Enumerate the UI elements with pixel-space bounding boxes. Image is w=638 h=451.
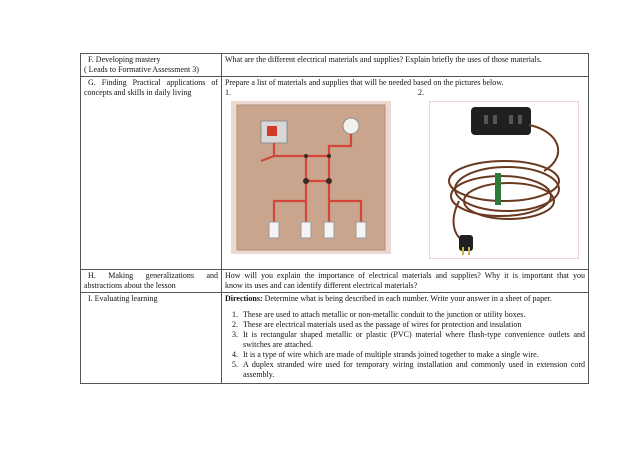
directions-label: Directions: <box>225 294 263 303</box>
row-f-content: What are the different electrical materials and supplies? Explain briefly the uses of those materials. <box>225 55 542 64</box>
picture-number-2: 2. <box>418 88 424 97</box>
row-g-label-line1: G. Finding Practical applications of <box>88 78 218 87</box>
row-practical-applications <box>81 77 589 270</box>
row-h-label-cell <box>81 270 222 293</box>
wiring-board-photo <box>231 101 391 254</box>
row-h-content-line2: know its uses and can identify different electrical materials? <box>225 281 418 290</box>
row-h-content-line1: How will you explain the importance of electrical materials and supplies? Why it is important that you <box>225 271 585 280</box>
row-f-label-cell <box>81 54 222 77</box>
row-evaluating-learning <box>81 293 589 384</box>
extension-cord-photo <box>429 101 579 259</box>
directions-text: Determine what is being described in each number. Write your answer in a sheet of paper. <box>262 294 552 303</box>
evaluation-item: 1. These are used to attach metallic or non-metallic conduit to the junction or utility boxes. <box>240 310 585 320</box>
evaluation-item: 2. These are electrical materials used as the passage of wires for protection and insulation <box>240 320 585 330</box>
row-i-content-cell <box>222 293 589 384</box>
row-i-label: I. Evaluating learning <box>88 294 158 303</box>
row-f-label-line1: F. Developing mastery <box>88 55 161 64</box>
evaluation-item: 5. A duplex stranded wire used for temporary wiring installation and commonly used in extension cord assembly. <box>240 360 585 380</box>
row-developing-mastery <box>81 54 589 77</box>
pictures-area <box>225 88 585 268</box>
row-h-label-line2: abstractions about the lesson <box>84 281 176 290</box>
evaluation-item: 3. It is rectangular shaped metallic or plastic (PVC) material where flush-type convenience outlets and switches are attached. <box>240 330 585 350</box>
evaluation-item: 4. It is a type of wire which are made of multiple strands joined together to make a single wire. <box>240 350 585 360</box>
row-h-label-line1: H. Making generalizations and <box>88 271 218 280</box>
lesson-plan-table <box>80 53 589 384</box>
row-g-content-cell <box>222 77 589 270</box>
row-g-label-cell <box>81 77 222 270</box>
evaluation-items <box>225 310 585 380</box>
row-generalizations <box>81 270 589 293</box>
row-f-label-line2: ( Leads to Formative Assessment 3) <box>84 65 199 74</box>
row-g-prompt: Prepare a list of materials and supplies that will be needed based on the pictures below. <box>225 78 504 87</box>
row-i-directions <box>225 294 585 304</box>
row-g-label-line2: concepts and skills in daily living <box>84 88 192 97</box>
row-i-label-cell <box>81 293 222 384</box>
row-f-content-cell <box>222 54 589 77</box>
row-h-content-cell <box>222 270 589 293</box>
picture-number-1: 1. <box>225 88 231 97</box>
